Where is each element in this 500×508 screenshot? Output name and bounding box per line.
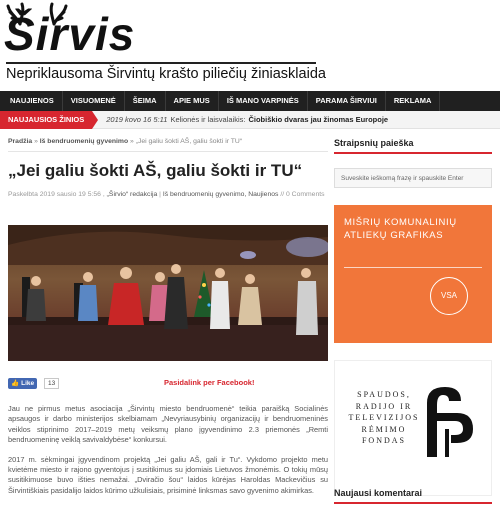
main-navigation: [0, 91, 500, 111]
share-bar: [8, 378, 328, 392]
breadcrumb-home[interactable]: Pradžia: [8, 138, 33, 145]
vsa-logo-badge: VSA: [430, 277, 468, 315]
facebook-share-link[interactable]: Pasidalink per Facebook!: [164, 378, 255, 387]
article-column: [8, 138, 328, 495]
widget-divider: [334, 502, 492, 504]
breadcrumb-current: „Jei galiu šokti AŠ, galiu šokti ir TU“: [135, 138, 243, 145]
article-meta: Paskelbta 2019 sausio 19 5:56 , „Širvio“ redakcija | Iš bendruomenių gyvenimo, Naujienos // 0 Comments: [8, 191, 325, 198]
waste-schedule-banner[interactable]: [334, 205, 492, 343]
fund-text: SPAUDOS, RADIJO IR TELEVIZIJOS RĖMIMO FONDAS: [348, 390, 420, 445]
ticker-category[interactable]: Kelionės ir laisvalaikis:: [170, 115, 246, 124]
search-widget-title: Straipsnių paieška: [334, 138, 414, 148]
recent-comments-widget: [334, 488, 492, 504]
search-input[interactable]: Suveskite ieškomą frazę ir spauskite Enter: [334, 168, 492, 188]
article-title: „Jei galiu šokti AŠ, galiu šokti ir TU“: [8, 161, 303, 180]
site-logo[interactable]: Širvis: [4, 8, 136, 60]
article-author[interactable]: „Širvio“ redakcija: [106, 191, 158, 198]
press-fund-banner[interactable]: [334, 360, 492, 496]
nav-item-visuomene[interactable]: VISUOMENĖ: [63, 91, 125, 111]
ticker-headline[interactable]: Čiobiškio dvaras jau žinomas Europoje: [248, 115, 389, 124]
sidebar: [334, 138, 492, 498]
site-header: [0, 0, 500, 91]
nav-item-is-mano-varpines[interactable]: IŠ MANO VARPINĖS: [219, 91, 308, 111]
widget-divider: [334, 152, 492, 154]
facebook-like-button[interactable]: [8, 378, 37, 389]
breadcrumb: [8, 138, 328, 145]
breadcrumb-separator: »: [128, 138, 136, 145]
fund-logo-icon: [421, 383, 483, 463]
site-tagline: Nepriklausoma Širvintų krašto piliečių žiniasklaida: [6, 66, 326, 82]
divider: [8, 151, 328, 152]
nav-item-parama-sirviui[interactable]: PARAMA ŠIRVIUI: [308, 91, 386, 111]
banner-text: MIŠRIŲ KOMUNALINIŲ ATLIEKŲ GRAFIKAS: [344, 217, 457, 241]
publish-date: Paskelbta 2019 sausio 19 5:56: [8, 191, 101, 198]
article-photo[interactable]: [8, 225, 328, 361]
like-label: Like: [21, 380, 35, 387]
ticker-date: 2019 kovo 16 5:11: [106, 115, 168, 124]
article-categories[interactable]: Iš bendruomenių gyvenimo, Naujienos: [162, 191, 279, 198]
article-paragraph: Jau ne pirmus metus asociacija „Širvintų miesto bendruomenė“ teikia paraišką Socialinės apsaugos ir darbo ministerijos skelbiamam „Nevyriausybinių organizacijų ir bendruomeninės veiklos stiprinimo 2017–2019 metų veiksmų plano įgyvendinimo 2.3 priemonės „Remti bendruomeninę veiklą savivaldybėse“ konkursui.: [8, 404, 328, 445]
dance-photo-illustration: [8, 225, 328, 361]
article-paragraph: 2017 m. sėkmingai įgyvendinom projektą „Jei galiu AŠ, gali ir Tu“. Vykdomo projekto metu kvietėme miesto ir rajono gyventojus į susitikimus su įdomiais Lietuvos žmonėmis. O tokių mūsų susitikimuose buvo išties nemažai. „Dviračio šou“ laidos kūrėjas Haroldas Mackevičius su Širvintiškiais pasidalijo laidos kūrimo užkulisiais, prisiminė linksmas savo gyvenimo akimirkas.: [8, 454, 328, 495]
comments-count[interactable]: 0 Comments: [286, 191, 325, 198]
thumbs-up-icon: 👍: [11, 380, 20, 387]
news-ticker: [0, 111, 500, 129]
ticker-label: NAUJAUSIOS ŽINIOS: [0, 111, 92, 129]
like-count: 13: [44, 378, 59, 389]
logo-underline: [6, 62, 316, 64]
nav-item-reklama[interactable]: REKLAMA: [386, 91, 441, 111]
nav-item-naujienos[interactable]: NAUJIENOS: [0, 91, 63, 111]
banner-divider: [344, 267, 482, 268]
breadcrumb-separator: »: [32, 138, 40, 145]
comments-widget-title: Naujausi komentarai: [334, 488, 423, 498]
breadcrumb-category[interactable]: Iš bendruomenių gyvenimo: [39, 138, 129, 145]
nav-item-apie-mus[interactable]: APIE MUS: [166, 91, 219, 111]
article-body: [8, 404, 328, 505]
nav-item-seima[interactable]: ŠEIMA: [125, 91, 166, 111]
